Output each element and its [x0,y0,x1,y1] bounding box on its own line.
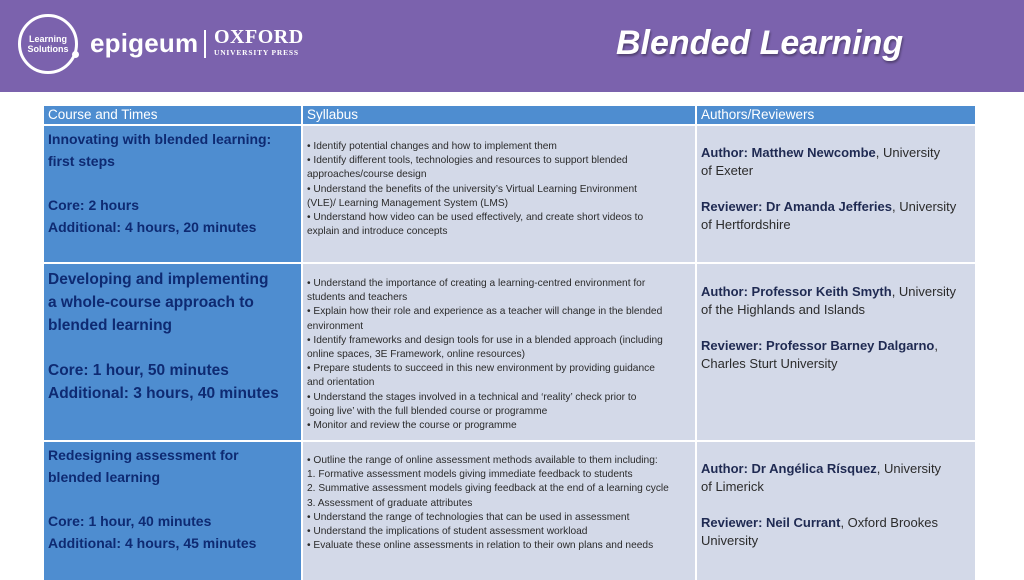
course-cell-1 [44,126,301,262]
reviewer-name: Reviewer: Dr Amanda Jefferies [701,199,892,214]
page-title: Blended Learning [616,24,904,62]
syllabus-line: • Prepare students to succeed in this new environment by providing guidance [307,363,655,375]
syllabus-cell-3 [303,442,695,580]
reviewer-affiliation-cont: Charles Sturt University [701,356,838,371]
header-syllabus: Syllabus [303,106,695,124]
syllabus-line: • Identify frameworks and design tools for use in a blended approach (including [307,334,663,346]
syllabus-line: • Identify different tools, technologies and resources to support blended [307,155,628,167]
logo-dot-icon [72,51,79,58]
author-entry [701,460,969,496]
course-title-line: a whole-course approach to [48,294,254,311]
logo-line-2: Solutions [27,44,69,54]
author-entry [701,283,969,319]
header-banner [0,0,1024,92]
syllabus-line: • Understand the stages involved in a technical and ‘reality’ check prior to [307,391,637,403]
author-affiliation-cont: of Limerick [701,479,764,494]
author-affiliation-cont: of Exeter [701,163,754,178]
epigeum-logo: epigeum [90,28,199,58]
syllabus-line: • Identify potential changes and how to implement them [307,141,557,152]
core-time: Core: 2 hours [48,197,140,213]
syllabus-line: 1. Formative assessment models giving immediate feedback to students [307,469,633,481]
syllabus-line: online spaces, 3E Framework, online resources) [307,349,525,361]
course-cell-3 [44,442,301,580]
syllabus-line: • Understand the range of technologies that can be used in assessment [307,511,630,523]
logo-line-1: Learning [28,34,67,44]
course-title-line: blended learning [48,469,161,485]
syllabus-cell-1 [303,126,695,262]
syllabus-line: (VLE)/ Learning Management System (LMS) [307,197,509,209]
syllabus-line: explain and introduce concepts [307,226,448,238]
reviewer-entry [701,198,969,234]
reviewer-affiliation: , Oxford Brookes [840,515,938,530]
author-name: Author: Matthew Newcombe [701,145,876,160]
syllabus-line: students and teachers [307,292,408,304]
reviewer-affiliation-cont: of Hertfordshire [701,217,791,232]
authors-cell-2 [697,264,975,440]
oxford-subtitle: UNIVERSITY PRESS [214,48,299,57]
course-title-line: first steps [48,153,115,169]
syllabus-line: • Monitor and review the course or programme [307,420,517,432]
reviewer-affiliation: , [934,338,938,353]
author-affiliation: , University [891,284,956,299]
syllabus-line: • Understand the implications of student assessment workload [307,526,588,538]
logo-divider [204,30,206,58]
reviewer-entry [701,514,969,550]
course-title-line: Developing and implementing [48,271,269,288]
author-name: Author: Professor Keith Smyth [701,284,892,299]
core-time: Core: 1 hour, 40 minutes [48,513,212,529]
authors-cell-1 [697,126,975,262]
header-authors: Authors/Reviewers [697,106,975,124]
oxford-logo [214,26,304,57]
authors-cell-3 [697,442,975,580]
additional-time: Additional: 4 hours, 20 minutes [48,219,257,235]
syllabus-line: • Understand how video can be used effectively, and create short videos to [307,212,644,224]
syllabus-line: approaches/course design [307,169,427,181]
syllabus-line: • Understand the importance of creating a learning-centred environment for [307,278,646,289]
course-cell-2 [44,264,301,440]
additional-time: Additional: 3 hours, 40 minutes [48,385,279,402]
reviewer-name: Reviewer: Neil Currant [701,515,841,530]
oxford-wordmark: OXFORD [214,26,304,48]
course-table [44,106,975,578]
syllabus-line: 2. Summative assessment models giving feedback at the end of a learning cycle [307,483,669,495]
reviewer-entry [701,337,969,373]
author-affiliation: , University [875,145,941,160]
syllabus-line: environment [307,320,364,332]
additional-time: Additional: 4 hours, 45 minutes [48,535,257,551]
author-entry [701,144,969,180]
course-title-line: Innovating with blended learning: [48,131,272,147]
core-time: Core: 1 hour, 50 minutes [48,362,229,379]
syllabus-line: • Understand the benefits of the university’s Virtual Learning Environment [307,183,637,195]
syllabus-cell-2 [303,264,695,440]
syllabus-line: 3. Assessment of graduate attributes [307,497,473,509]
author-affiliation: , University [876,461,942,476]
course-title-line: Redesigning assessment for [48,447,239,463]
header-course: Course and Times [44,106,301,124]
syllabus-line: • Explain how their role and experience as a teacher will change in the blended [307,306,663,318]
learning-solutions-logo [18,14,78,74]
course-title-line: blended learning [48,317,173,334]
author-name: Author: Dr Angélica Rísquez [701,461,877,476]
reviewer-affiliation-cont: University [701,533,759,548]
reviewer-name: Reviewer: Professor Barney Dalgarno [701,338,935,353]
reviewer-affiliation: , University [892,199,957,214]
syllabus-line: • Outline the range of online assessment methods available to them including: [307,455,658,466]
author-affiliation-cont: of the Highlands and Islands [701,302,866,317]
syllabus-line: and orientation [307,377,375,389]
syllabus-line: • Evaluate these online assessments in relation to their own plans and needs [307,540,654,552]
syllabus-line: ‘going live’ with the full blended course or programme [307,405,548,417]
